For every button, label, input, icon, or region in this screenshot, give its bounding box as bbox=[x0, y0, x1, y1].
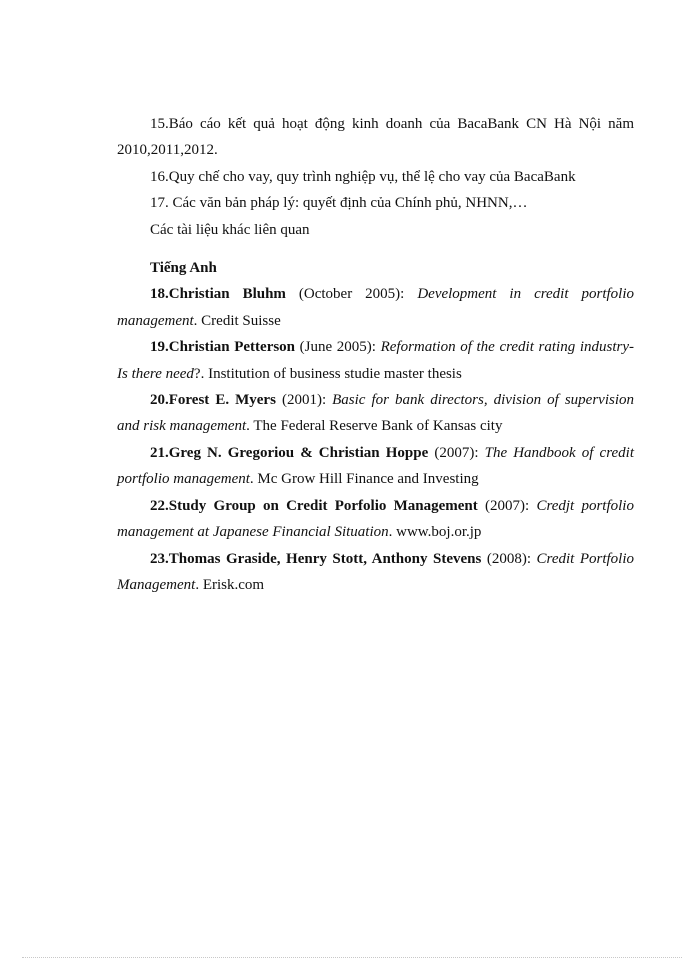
reference-date: (2007): bbox=[428, 444, 485, 461]
reference-date: (2007): bbox=[477, 497, 537, 514]
reference-text: Quy chế cho vay, quy trình nghiệp vụ, thể lệ cho vay của BacaBank bbox=[168, 168, 576, 185]
reference-15 bbox=[117, 111, 634, 164]
reference-source: . The Federal Reserve Bank of Kansas city bbox=[246, 418, 503, 435]
page-bottom-rule bbox=[22, 957, 682, 958]
reference-author: Study Group on Credit Porfolio Management bbox=[168, 497, 478, 514]
reference-author: Greg N. Gregoriou & Christian Hoppe bbox=[168, 444, 429, 461]
reference-number: 23. bbox=[150, 550, 169, 567]
reference-number: 20. bbox=[150, 392, 169, 409]
reference-number: 18. bbox=[150, 286, 169, 303]
reference-20 bbox=[117, 387, 634, 440]
reference-author: Christian Petterson bbox=[168, 339, 296, 356]
reference-22 bbox=[117, 493, 634, 546]
reference-source: . Credit Suisse bbox=[193, 312, 281, 329]
reference-number: 21. bbox=[150, 444, 169, 461]
reference-date: (2008): bbox=[481, 550, 537, 567]
reference-text: Các tài liệu khác liên quan bbox=[150, 221, 310, 238]
reference-title: Reformation of the credit rating industry-Is there need bbox=[117, 339, 634, 382]
reference-other bbox=[117, 217, 634, 243]
reference-23 bbox=[117, 546, 634, 599]
reference-21 bbox=[117, 440, 634, 493]
reference-19 bbox=[117, 334, 634, 387]
reference-source: . Mc Grow Hill Finance and Investing bbox=[249, 471, 479, 488]
reference-date: (October 2005): bbox=[285, 286, 418, 303]
reference-source: . Erisk.com bbox=[195, 576, 265, 593]
reference-number: 17. bbox=[150, 195, 173, 212]
reference-17 bbox=[117, 190, 634, 216]
reference-source: ?. Institution of business studie master thesis bbox=[193, 365, 462, 382]
section-heading-english: Tiếng Anh bbox=[150, 260, 217, 277]
reference-title: Credjt portfolio management at Japanese Financial Situation bbox=[117, 497, 634, 541]
reference-title: Basic for bank directors, division of supervision and risk management bbox=[117, 392, 634, 435]
reference-source: . www.boj.or.jp bbox=[388, 524, 482, 541]
reference-title: Development in credit portfolio management bbox=[117, 286, 634, 329]
reference-list bbox=[117, 111, 634, 598]
reference-18 bbox=[117, 281, 634, 334]
reference-text: Báo cáo kết quả hoạt động kinh doanh của BacaBank CN Hà Nội năm 2010,2011,2012. bbox=[117, 116, 634, 159]
reference-number: 15. bbox=[150, 116, 169, 132]
reference-number: 19. bbox=[150, 339, 169, 356]
reference-text: Các văn bản pháp lý: quyết định của Chính phủ, NHNN,… bbox=[172, 195, 528, 212]
reference-16 bbox=[117, 164, 634, 190]
reference-author: Thomas Graside, Henry Stott, Anthony Stevens bbox=[168, 550, 482, 567]
reference-number: 22. bbox=[150, 497, 169, 514]
reference-author: Christian Bluhm bbox=[168, 286, 286, 303]
reference-title: The Handbook of credit portfolio management bbox=[117, 444, 634, 488]
reference-number: 16. bbox=[150, 168, 169, 185]
reference-title: Credit Portfolio Management bbox=[117, 550, 634, 593]
reference-date: (June 2005): bbox=[295, 339, 381, 356]
reference-author: Forest E. Myers bbox=[168, 392, 276, 409]
reference-date: (2001): bbox=[275, 392, 333, 409]
